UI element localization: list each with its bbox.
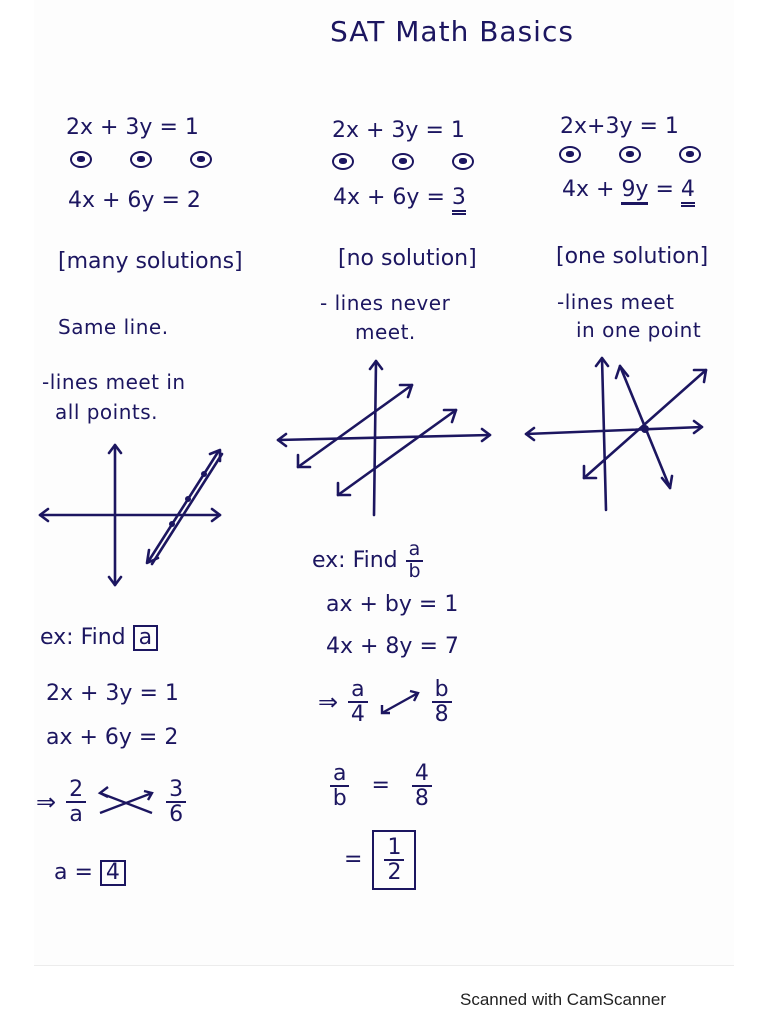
- ratio-mark: [559, 146, 581, 163]
- implies-arrow: ⇒: [318, 688, 339, 717]
- col1-equation-2: 4x + 6y = 2: [68, 188, 201, 213]
- y-axis: [374, 361, 376, 515]
- col1-note-3: all points.: [55, 400, 159, 424]
- point-dot: [169, 521, 175, 527]
- example-right-ratio: [330, 762, 432, 810]
- intersection-point: [641, 425, 649, 433]
- cross-arrows: [96, 785, 156, 819]
- col2-note-2: meet.: [355, 320, 416, 344]
- col3-eq2-y-term: 9y: [621, 177, 648, 205]
- fraction-2-over-a: [66, 778, 86, 826]
- fraction-1-over-2: [384, 836, 404, 884]
- fraction-b-over-8: [432, 678, 452, 726]
- col3-note-1: -lines meet: [557, 290, 675, 314]
- col1-note-2: -lines meet in: [42, 370, 186, 394]
- denominator: 6: [169, 802, 184, 828]
- example-right-prompt: [312, 540, 423, 582]
- col2-solution-label: [no solution]: [338, 246, 477, 271]
- numerator: a: [330, 762, 349, 787]
- col1-equation-1: 2x + 3y = 1: [66, 115, 199, 140]
- parallel-line-2: [338, 410, 456, 495]
- answer-boxed: [372, 830, 416, 890]
- fraction-a-over-b-result: [330, 762, 349, 810]
- col3-graph-intersecting-lines: [520, 352, 715, 512]
- example-right-equation-2: 4x + 8y = 7: [326, 634, 459, 659]
- col1-note-1: Same line.: [58, 315, 169, 339]
- point-dot: [201, 471, 207, 477]
- numerator: 1: [384, 836, 404, 861]
- example-right-cross-multiply: [318, 678, 452, 726]
- equals-sign: =: [371, 773, 390, 799]
- col3-note-2: in one point: [576, 318, 702, 342]
- x-axis: [278, 435, 490, 440]
- fraction-a-over-4: [348, 678, 367, 726]
- y-axis: [602, 358, 606, 510]
- denominator: 8: [414, 786, 429, 812]
- scanner-watermark: Scanned with CamScanner: [460, 990, 667, 1009]
- numerator: a: [406, 540, 424, 562]
- equals-sign: =: [344, 847, 363, 873]
- fraction-4-over-8: [412, 762, 432, 810]
- numerator: 2: [66, 778, 86, 803]
- example-left-cross-multiply: [36, 778, 186, 826]
- col3-equation-1: 2x+3y = 1: [560, 114, 679, 139]
- col2-equation-2: [333, 187, 466, 209]
- col3-eq2-equals: =: [648, 177, 681, 202]
- ratio-mark: [130, 151, 152, 168]
- col3-equation-2: [562, 179, 695, 201]
- example-left-answer: [54, 860, 126, 886]
- example-left-prompt-text: ex: Find: [40, 625, 126, 650]
- col1-graph-same-line: [30, 440, 230, 590]
- example-right-answer: [344, 830, 416, 890]
- numerator: 4: [412, 762, 432, 787]
- col2-eq2-rhs: 3: [452, 185, 466, 215]
- denominator: 8: [434, 702, 449, 728]
- implies-arrow: ⇒: [36, 788, 57, 817]
- denominator: a: [69, 802, 83, 828]
- denominator: b: [332, 786, 347, 812]
- col3-solution-label: [one solution]: [556, 244, 709, 269]
- numerator: 3: [166, 778, 186, 803]
- col2-equation-1: 2x + 3y = 1: [332, 118, 465, 143]
- answer-boxed: 4: [100, 860, 126, 886]
- example-left-equation-1: 2x + 3y = 1: [46, 681, 179, 706]
- page-title: SAT Math Basics: [330, 15, 574, 48]
- col3-eq2-rhs: 4: [681, 177, 695, 207]
- point-dot: [185, 496, 191, 502]
- col2-graph-parallel-lines: [272, 355, 497, 520]
- example-right-prompt-text: ex: Find: [312, 547, 398, 573]
- ratio-mark: [70, 151, 92, 168]
- col2-eq2-lhs: 4x + 6y =: [333, 185, 452, 210]
- ratio-mark: [190, 151, 212, 168]
- cross-arrows: [378, 687, 422, 717]
- ratio-mark: [619, 146, 641, 163]
- col3-ratio-marks: [559, 146, 701, 163]
- ratio-mark: [392, 153, 414, 170]
- col3-eq2-lhs: 4x +: [562, 177, 622, 202]
- example-left-boxed-var: a: [133, 625, 158, 651]
- example-right-equation-1: ax + by = 1: [326, 592, 459, 617]
- col2-note-1: - lines never: [320, 291, 451, 315]
- ratio-mark: [452, 153, 474, 170]
- denominator: 2: [387, 860, 402, 886]
- numerator: a: [348, 678, 367, 703]
- col2-ratio-marks: [332, 153, 474, 170]
- col1-ratio-marks: [70, 151, 212, 168]
- fraction-a-over-b: [406, 540, 424, 582]
- numerator: b: [432, 678, 452, 703]
- fraction-3-over-6: [166, 778, 186, 826]
- denominator: 4: [350, 702, 365, 728]
- ratio-mark: [679, 146, 701, 163]
- x-axis: [526, 427, 702, 434]
- denominator: b: [408, 559, 421, 582]
- answer-lhs: a =: [54, 860, 93, 885]
- example-left-prompt: [40, 625, 158, 651]
- ratio-mark: [332, 153, 354, 170]
- coincident-line: [148, 452, 218, 562]
- col1-solution-label: [many solutions]: [58, 249, 243, 274]
- example-left-equation-2: ax + 6y = 2: [46, 725, 179, 750]
